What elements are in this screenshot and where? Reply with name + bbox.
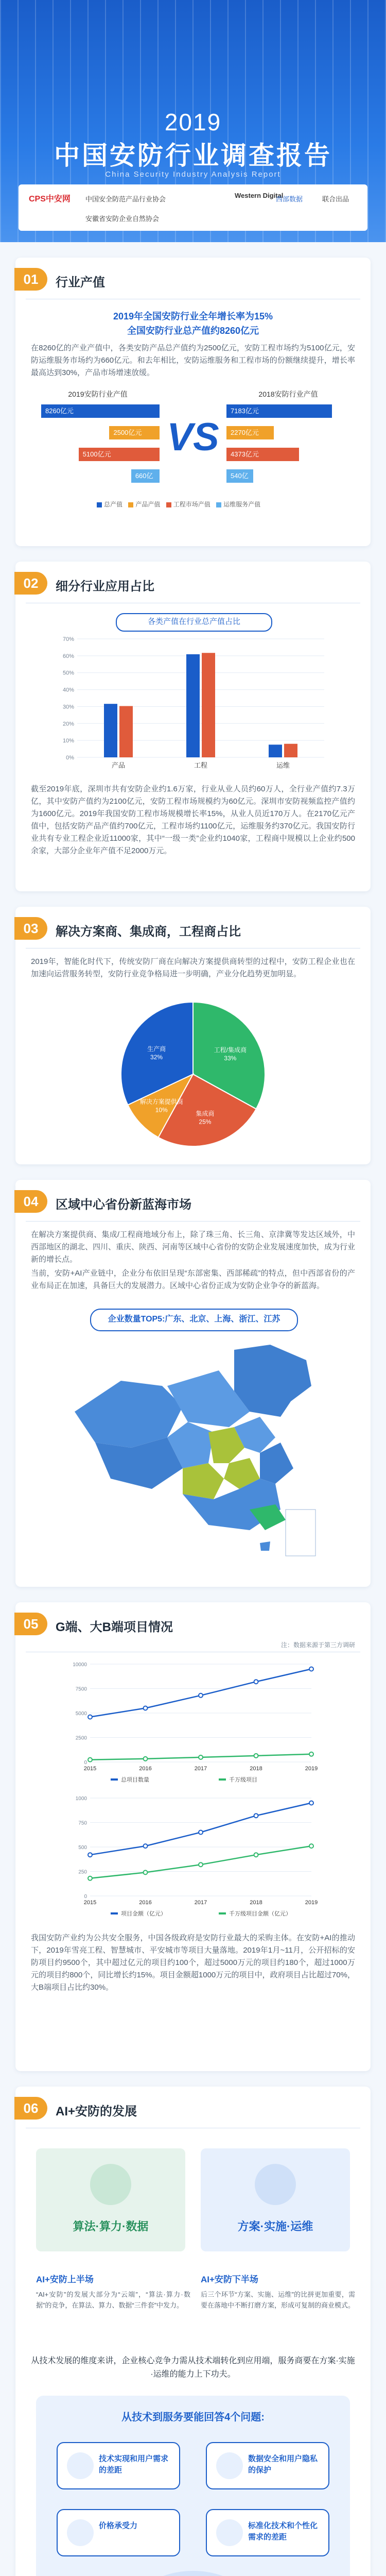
section-segment-share <box>15 562 371 891</box>
data-point <box>199 1831 203 1835</box>
section-ai-security <box>15 2087 371 2576</box>
section-number: 05 <box>14 1613 47 1635</box>
data-source-note: 注：数据来源于第三方调研 <box>280 1641 355 1649</box>
pie-label: 工程/集成商 <box>214 1046 247 1054</box>
x-tick-label: 2016 <box>139 1766 152 1772</box>
bar-2018-3: 540亿元 <box>226 469 253 483</box>
pie-value-label: 32% <box>150 1053 163 1061</box>
problem-text: 价格承受力 <box>99 2521 138 2530</box>
y-tick-label: 10% <box>62 738 74 744</box>
map-south-sea-inset <box>286 1510 315 1556</box>
bar-2019-2: 5100亿元 <box>79 448 160 461</box>
section-title: 行业产值 <box>56 276 105 290</box>
center-illustration <box>131 2571 255 2576</box>
data-point <box>309 1844 313 1848</box>
data-point <box>254 1814 258 1818</box>
x-tick-label: 2017 <box>194 1900 207 1906</box>
legend-swatch <box>166 502 171 507</box>
bar-2018-2: 4373亿元 <box>226 448 299 461</box>
y-tick-label: 7500 <box>75 1686 87 1692</box>
co-produced-label: 联合出品 <box>322 195 349 203</box>
y-tick-label: 250 <box>78 1869 87 1875</box>
pie-value-label: 33% <box>224 1055 237 1062</box>
legend-product: 产品产值 <box>135 501 161 508</box>
pie-label: 集成商 <box>196 1110 215 1117</box>
second-half-desc: 后三个环节“方案、实施、运维”的比拼更加重要，需要在落地中不断打磨方案，形成可复制的商业模式。 <box>201 2291 355 2309</box>
legend-label: 项目金额（亿元） <box>121 1911 166 1917</box>
legend-swatch <box>111 1778 118 1781</box>
y-tick-label: 750 <box>78 1820 87 1826</box>
company-type-pie <box>100 997 286 1157</box>
bar-2018-运维 <box>269 744 282 757</box>
cps-logo: CPS中安网 <box>29 195 71 204</box>
y-tick-label: 5000 <box>75 1711 87 1717</box>
y-tick-label: 0 <box>84 1894 87 1900</box>
map-sichuan <box>183 1463 224 1499</box>
data-point <box>88 1876 92 1880</box>
data-point <box>88 1853 92 1857</box>
data-point <box>309 1801 313 1805</box>
bar-2018-1: 2270亿元 <box>226 426 274 439</box>
section-paragraph-2: 当前，安防+AI产业链中，企业分布依旧呈现“东部密集、西部稀疏”的特点，但中西部省份的产业布局正在加速，具备巨大的发展潜力。区域中心省份正成为安防企业争夺的新蓝海。 <box>31 1269 355 1290</box>
y-tick-label: 10000 <box>73 1662 87 1668</box>
x-tick-label: 2015 <box>83 1766 97 1772</box>
y-tick-label: 60% <box>62 653 74 659</box>
data-point <box>254 1754 258 1758</box>
legend-label: 千万级项目 <box>229 1777 257 1783</box>
section-title: 区域中心省份新蓝海市场 <box>56 1198 191 1212</box>
section-title: G端、大B端项目情况 <box>56 1620 173 1634</box>
report-subtitle: China Security Industry Analysis Report <box>105 170 281 179</box>
data-point <box>144 1844 148 1848</box>
sponsor-logos <box>19 184 367 231</box>
section-paragraph: 2019年，智能化时代下，传统安防厂商在向解决方案提供商转型的过程中，安防工程企业也在加速向运营服务转型，安防行业竞争格局进一步明确，产业分化趋势更加明显。 <box>31 957 355 978</box>
box-left-label: 算法·算力·数据 <box>73 2220 149 2233</box>
headline-total: 全国安防行业总产值约8260亿元 <box>127 326 259 336</box>
association-logo: 中国安全防范产品行业协会 <box>85 195 166 203</box>
share-bar-chart <box>57 634 329 773</box>
legend-project: 工程市场产值 <box>173 501 210 508</box>
bar-2018-工程 <box>186 654 200 757</box>
x-tick-label: 运维 <box>276 761 290 769</box>
solution-icon <box>255 2164 296 2205</box>
x-tick-label: 2019 <box>305 1900 318 1906</box>
problems-panel <box>36 2396 350 2576</box>
data-point <box>199 1755 203 1759</box>
first-half-title: AI+安防上半场 <box>36 2275 94 2284</box>
bar-2018-0: 7183亿元 <box>226 404 332 418</box>
legend-swatch <box>216 502 221 507</box>
ai-second-half-box <box>201 2148 350 2251</box>
y-tick-label: 30% <box>62 704 74 710</box>
report-year: 2019 <box>164 109 222 135</box>
map-east <box>260 1443 293 1484</box>
first-half-column <box>36 2272 190 2311</box>
chart-title-2019: 2019安防行业产值 <box>68 390 128 398</box>
problem-card <box>57 2509 180 2556</box>
data-point <box>309 1667 313 1671</box>
problems-title: 从技术到服务要能回答4个问题: <box>121 2412 265 2423</box>
data-point <box>199 1693 203 1698</box>
section-number: 03 <box>14 917 47 940</box>
bar-2019-3: 660亿元 <box>131 469 160 483</box>
chart-title-2018: 2018安防行业产值 <box>258 390 318 398</box>
standard-icon <box>216 2519 243 2546</box>
transition-text: 从技术发展的维度来讲，企业核心竞争力需从技术端转化到应用端，服务商要在方案·实施·运维的能力上下功夫。 <box>31 2357 355 2379</box>
data-point <box>144 1870 148 1874</box>
legend-label: 总项目数量 <box>121 1777 149 1783</box>
problem-text: 技术实现和用户需求的差距 <box>99 2454 169 2475</box>
bar-2019-产品 <box>119 706 133 757</box>
section-company-types <box>15 907 371 1164</box>
section-number: 04 <box>14 1190 47 1213</box>
section-title: 细分行业应用占比 <box>56 580 154 594</box>
second-half-column <box>201 2272 355 2311</box>
x-tick-label: 2019 <box>305 1766 318 1772</box>
box-right-label: 方案·实施·运维 <box>237 2220 313 2233</box>
second-half-title: AI+安防下半场 <box>201 2275 258 2284</box>
section-number: 02 <box>14 572 47 595</box>
y-tick-label: 500 <box>78 1845 87 1851</box>
bar-2018-产品 <box>104 704 117 757</box>
data-point <box>88 1758 92 1762</box>
legend-swatch <box>111 1912 118 1914</box>
problem-card <box>206 2509 329 2556</box>
section-number: 01 <box>14 268 47 291</box>
wd-logo: Western Digital <box>235 192 284 199</box>
x-tick-label: 产品 <box>111 761 126 769</box>
legend-swatch <box>219 1778 226 1781</box>
gap-icon <box>67 2452 94 2479</box>
bar-2019-0: 8260亿元 <box>41 404 160 418</box>
y-tick-label: 40% <box>62 687 74 693</box>
chart-legend <box>93 500 260 509</box>
x-tick-label: 2015 <box>83 1900 97 1906</box>
chart-title: 各类产值在行业总产值占比 <box>116 613 272 632</box>
y-tick-label: 1000 <box>75 1796 87 1802</box>
legend-swatch <box>128 502 133 507</box>
bar-2019-1: 2500亿元 <box>109 426 160 439</box>
section-industry-output <box>15 258 371 546</box>
section-regional-market <box>15 1180 371 1587</box>
section-title: AI+安防的发展 <box>56 2105 137 2119</box>
privacy-icon <box>216 2452 243 2479</box>
section-paragraph: 在8260亿的产业产值中，各类安防产品总产值约为2500亿元，安防工程市场约为5100亿元，安防运维服务市场约为660亿元。和去年相比，安防运维服务和工程市场的份额继续提升，增长率最高达到30%，产品市场增速放缓。 <box>31 344 355 377</box>
x-tick-label: 2018 <box>250 1900 262 1906</box>
project-amount-line-chart <box>64 1793 322 1922</box>
pie-label: 生产商 <box>147 1045 166 1053</box>
y-tick-label: 0% <box>66 755 74 761</box>
y-tick-label: 20% <box>62 721 74 727</box>
headline-growth: 2019年全国安防行业全年增长率为15% <box>113 311 273 321</box>
pie-label: 解决方案提供商 <box>139 1098 183 1106</box>
x-tick-label: 工程 <box>194 761 208 769</box>
vs-mark: VS <box>167 415 219 459</box>
data-point <box>199 1862 203 1867</box>
algorithm-icon <box>90 2164 131 2205</box>
china-map <box>64 1340 322 1566</box>
price-icon <box>67 2519 94 2546</box>
header-banner <box>0 0 386 242</box>
bar-2019-运维 <box>284 744 297 757</box>
problem-card <box>206 2442 329 2489</box>
map-hainan <box>260 1541 270 1551</box>
map-northeast <box>234 1345 311 1417</box>
legend-total: 总产值 <box>104 501 123 508</box>
top5-provinces-tag: 企业数量TOP5:广东、北京、上海、浙江、江苏 <box>90 1309 298 1331</box>
section-paragraph: 我国安防产业约为公共安全服务，中国各级政府是安防行业最大的采购主体。在安防+AI的推动下，2019年雪亮工程、智慧城市、平安城市等项目大量落地。2019年1月~11月，公开招标的安防项目约9500个，其中超过亿元的项目约100个，超过5000万元的项目约180个，超过1000万元的项目约800个，同比增长约15%。项目金额超1000万元的项目中，政府项目占比超过70%，大B端项目占比约30%。 <box>31 1934 355 1992</box>
anhui-association-logo: 安徽省安防企业自然协会 <box>85 215 160 223</box>
section-number: 06 <box>14 2097 47 2120</box>
data-point <box>144 1706 148 1710</box>
pie-value-label: 10% <box>155 1106 168 1114</box>
legend-label: 千万级项目金额（亿元） <box>229 1911 291 1917</box>
legend-swatch <box>97 502 102 507</box>
section-paragraph: 截至2019年底，深圳市共有安防企业约1.6万家，行业从业人员约60万人，全行业产值约7.3万亿，其中安防产值约为2100亿元，安防工程市场规模约为60亿元。深圳市安防视频监控产值约为1600亿元。2019年我国安防工程市场规模增长率15%，从业人员近170万人。在2170亿元产值中，包括安防产品产值约700亿元，工程市场约1100亿元，运维服务约370亿元。我国安防行业共有专业工程企业近11000家，其中“一级一类”企业约1040家，工程商中规模以上企业约500余家，大部分企业年产值不足2000万元。 <box>31 785 355 855</box>
section-title: 解决方案商、集成商，工程商占比 <box>56 925 241 939</box>
data-point <box>144 1757 148 1761</box>
y-tick-label: 2500 <box>75 1735 87 1741</box>
data-point <box>254 1680 258 1684</box>
x-tick-label: 2017 <box>194 1766 207 1772</box>
x-tick-label: 2016 <box>139 1900 152 1906</box>
y-tick-label: 50% <box>62 670 74 676</box>
bar-2019-工程 <box>202 653 215 757</box>
pie-value-label: 25% <box>199 1118 212 1126</box>
problem-card <box>57 2442 180 2489</box>
problem-text: 数据安全和用户隐私的保护 <box>248 2454 318 2475</box>
section-project-status <box>15 1602 371 2071</box>
data-point <box>254 1853 258 1857</box>
legend-swatch <box>219 1912 226 1914</box>
report-title: 中国安防行业调查报告 <box>54 141 332 170</box>
ai-first-half-box <box>36 2148 185 2251</box>
y-tick-label: 0 <box>84 1760 87 1766</box>
wd-cn-logo: 西部数据 <box>276 195 303 203</box>
data-point <box>309 1752 313 1756</box>
section-paragraph: 在解决方案提供商、集成/工程商地域分布上，除了珠三角、长三角、京津冀等发达区域外，中西部地区的湖北、四川、重庆、陕西、河南等区域中心省份的安防企业发展速度加快，成为行业新的增长点。 <box>31 1230 356 1264</box>
x-tick-label: 2018 <box>250 1766 262 1772</box>
y-tick-label: 70% <box>62 636 74 642</box>
divider <box>26 1221 360 1222</box>
legend-service: 运维服务产值 <box>223 501 261 508</box>
project-count-line-chart <box>64 1659 322 1788</box>
first-half-desc: “AI+安防”的发展大部分为“云端”，“算法·算力·数据”的竞争，在算法、算力、数据“三件套”中发力。 <box>36 2291 190 2309</box>
problem-text: 标准化技术和个性化需求的差距 <box>248 2521 318 2541</box>
data-point <box>88 1715 92 1719</box>
